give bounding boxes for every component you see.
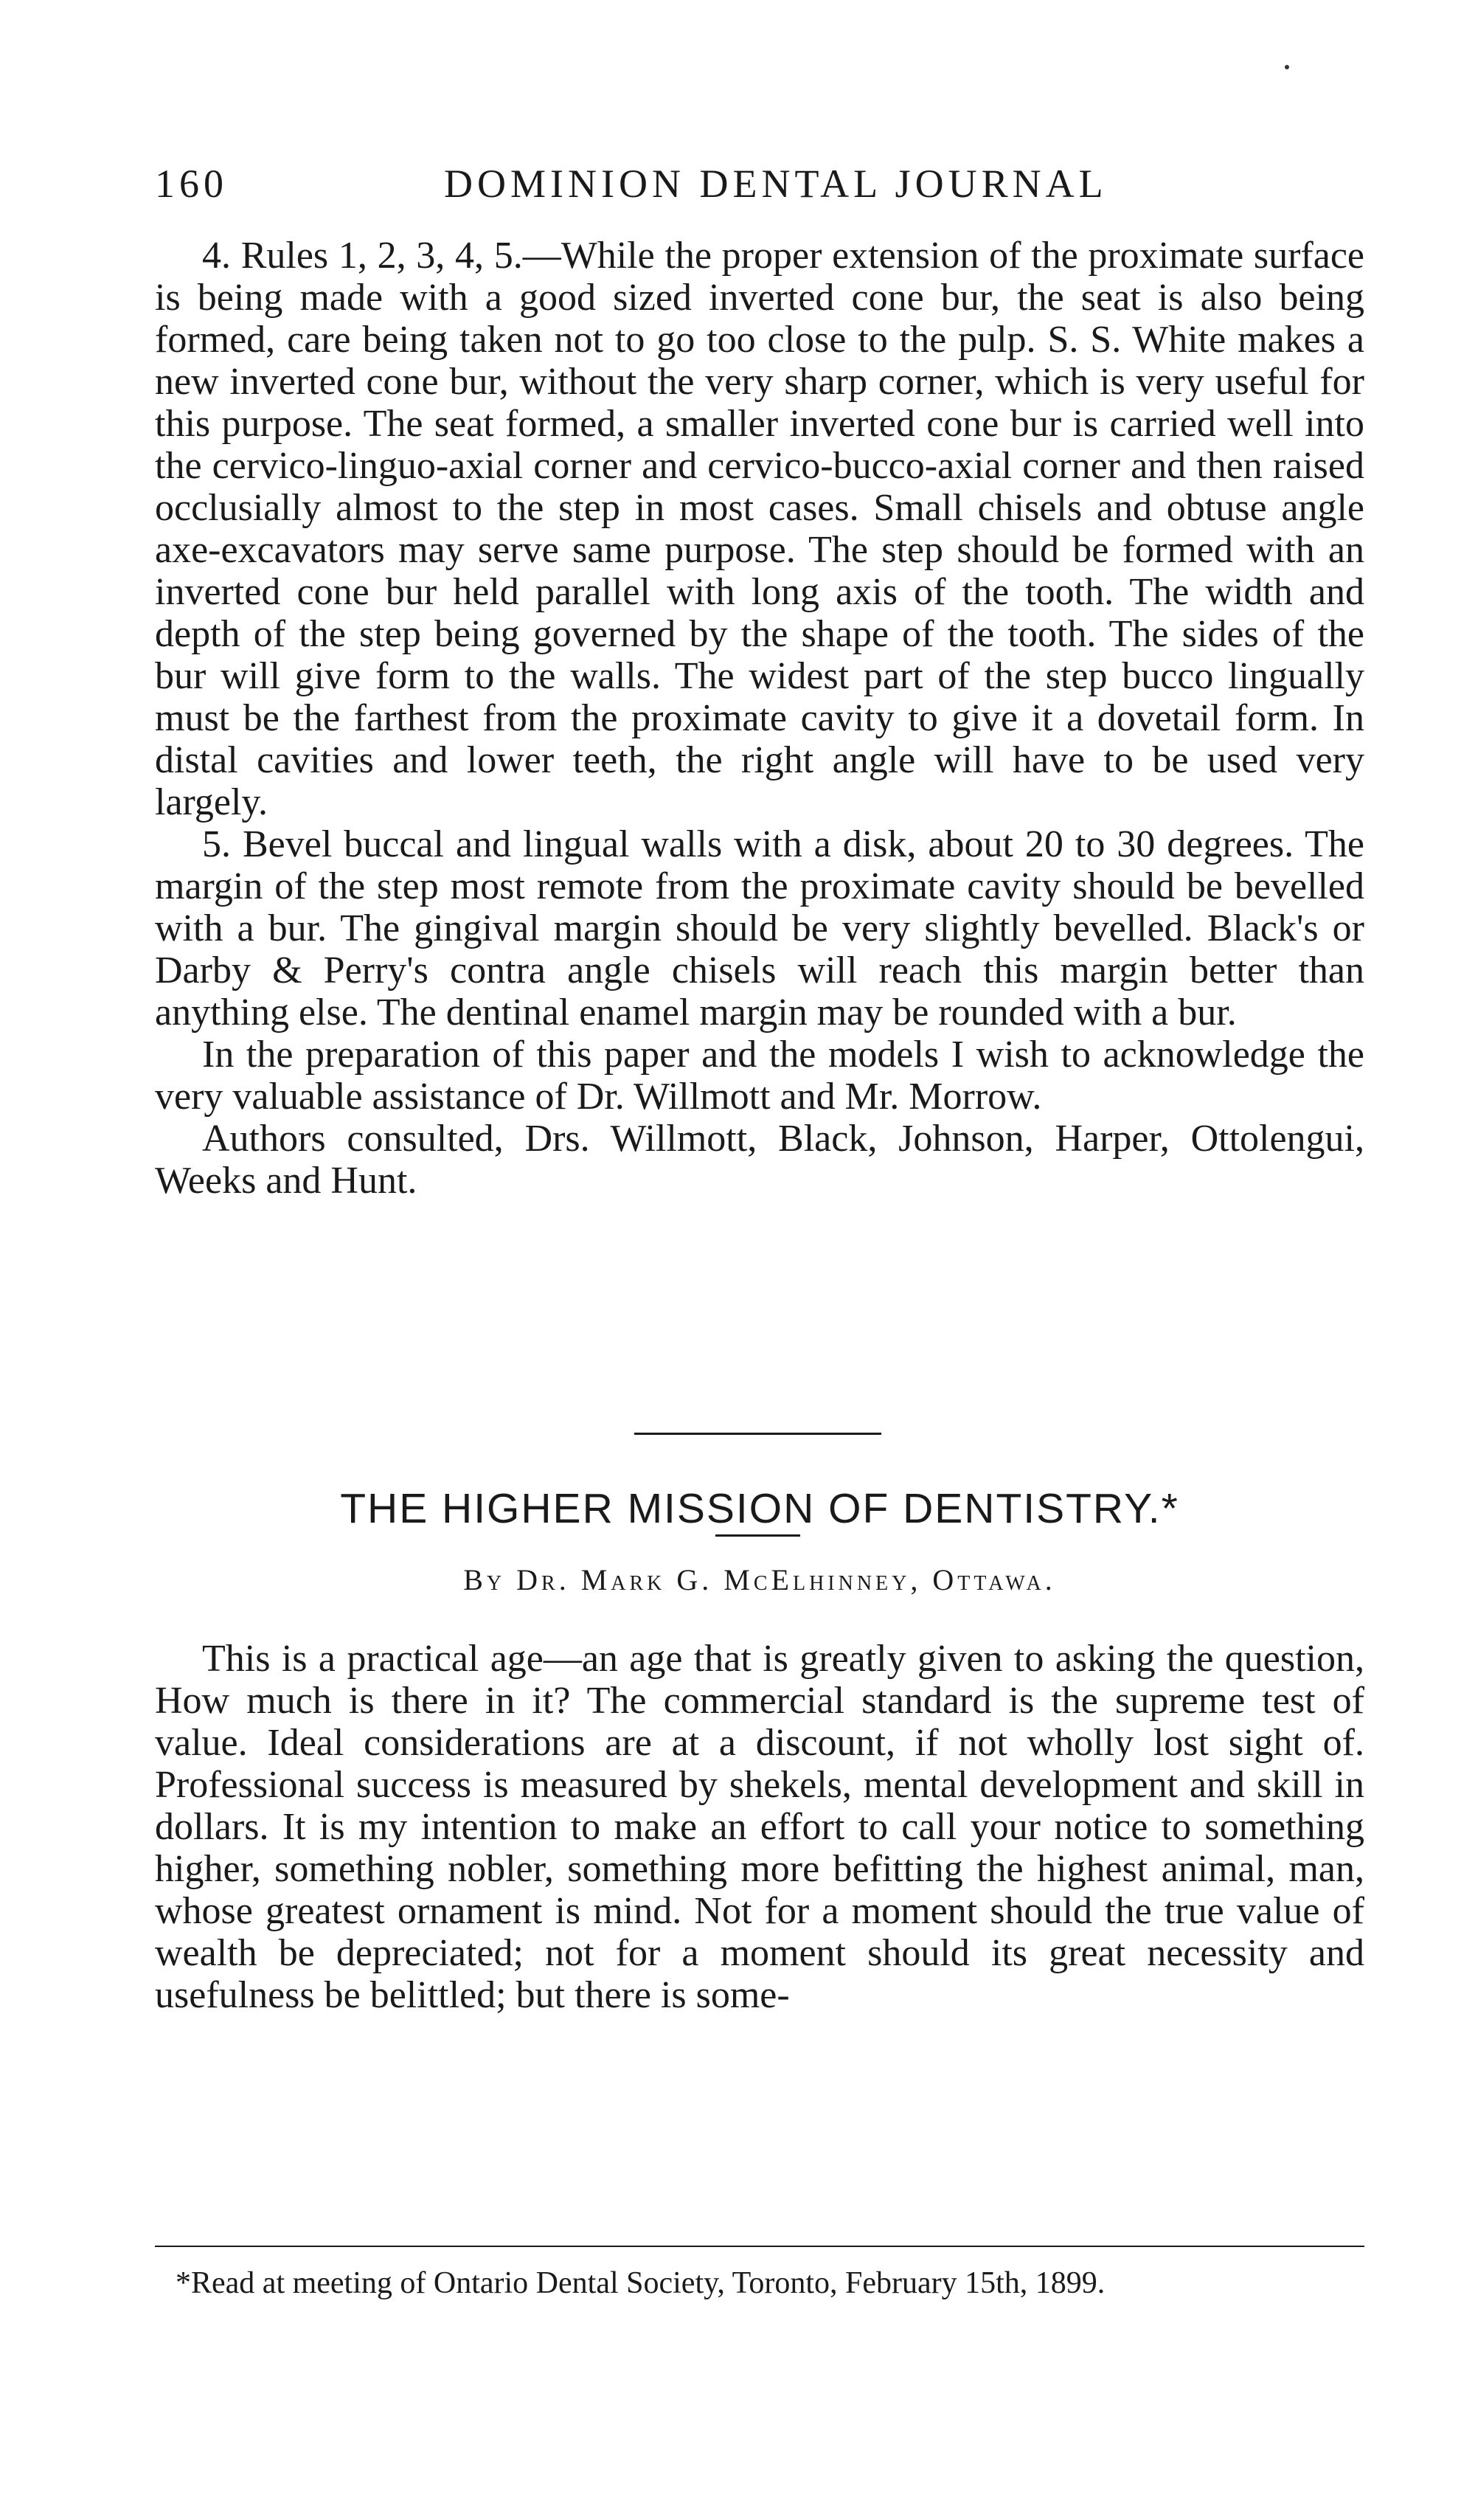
article-byline: By Dr. Mark G. McElhinney, Ottawa.	[463, 1563, 1056, 1596]
article-body	[155, 1638, 1364, 2016]
section-divider	[634, 1433, 881, 1435]
paragraph: 4. Rules 1, 2, 3, 4, 5.—While the proper extension of the proximate surface is being made with a good sized inverted cone bur, the seat is also being formed, care being taken not to go too close to the pulp. S. S. White makes a new inverted cone bur, without the very sharp corner, which is very useful for this purpose. The seat formed, a smaller inverted cone bur is carried well into the cervico-linguo-axial corner and cervico-bucco-axial corner and then raised occlusially almost to the step in most cases. Small chisels and obtuse angle axe-excavators may serve same purpose. The step should be formed with an inverted cone bur held parallel with long axis of the tooth. The width and depth of the step being governed by the shape of the tooth. The sides of the bur will give form to the walls. The widest part of the step bucco lingually must be the farthest from the proximate cavity to give it a dovetail form. In distal cavities and lower teeth, the right angle will have to be used very largely.	[155, 235, 1364, 823]
paragraph: 5. Bevel buccal and lingual walls with a disk, about 20 to 30 degrees. The margin of the step most remote from the proximate cavity should be bevelled with a bur. The gingival margin should be very slightly bevelled. Black's or Darby & Perry's contra angle chisels will reach this margin better than anything else. The dentinal enamel margin may be rounded with a bur.	[155, 823, 1364, 1034]
page-header	[155, 161, 1364, 212]
paragraph: In the preparation of this paper and the models I wish to acknowledge the very valuable assistance of Dr. Willmott and Mr. Morrow.	[155, 1034, 1364, 1118]
article-title: THE HIGHER MISSION OF DENTISTRY.*	[340, 1485, 1179, 1532]
title-divider	[715, 1534, 800, 1537]
paragraph: Authors consulted, Drs. Willmott, Black, Johnson, Harper, Ottolengui, Weeks and Hunt.	[155, 1118, 1364, 1202]
paragraph: This is a practical age—an age that is greatly given to asking the question, How much is there in it? The commercial standard is the supreme test of value. Ideal considerations are at a discount, if not wholly lost sight of. Professional success is measured by shekels, mental development and skill in dollars. It is my intention to make an effort to call your notice to something higher, something nobler, something more befitting the highest animal, man, whose greatest ornament is mind. Not for a moment should the true value of wealth be depreciated; not for a moment should its great necessity and usefulness be belittled; but there is some-	[155, 1638, 1364, 2016]
journal-page	[155, 0, 1364, 2520]
page-number: 160	[155, 162, 228, 206]
continued-article-text	[155, 235, 1364, 1202]
footnote-divider	[155, 2246, 1364, 2247]
running-title: DOMINION DENTAL JOURNAL	[444, 162, 1108, 206]
footnote: *Read at meeting of Ontario Dental Society, Toronto, February 15th, 1899.	[176, 2266, 1106, 2300]
